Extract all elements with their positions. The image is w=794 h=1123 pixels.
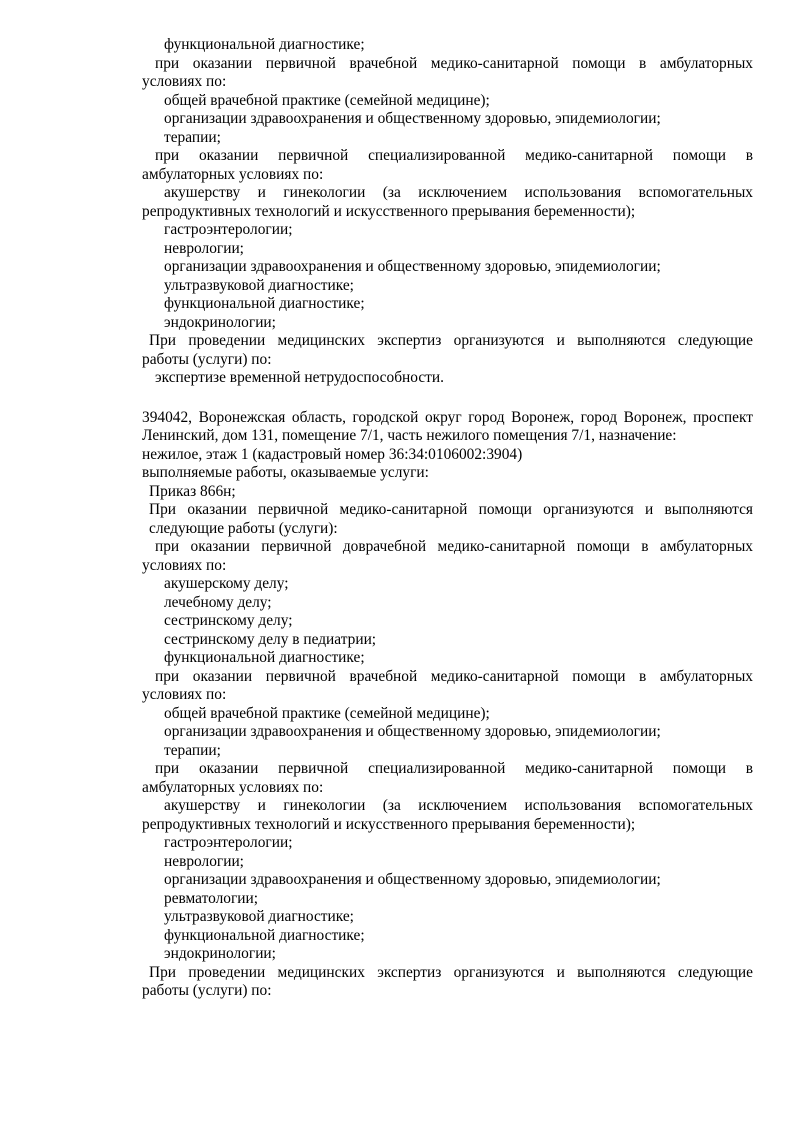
text-line: акушерству и гинекологии (за исключением использования вспомогательных [164, 184, 753, 201]
works-services-block-top [142, 36, 753, 388]
text-line: амбулаторных условиях по: [142, 778, 324, 796]
text-line: функциональной диагностике; [164, 649, 365, 666]
text-line: работы (услуги) по: [142, 982, 272, 999]
document-text [142, 36, 753, 1001]
text-line: терапии; [164, 741, 221, 759]
text-line: при оказании первичной специализированной медико-санитарной помощи в [155, 760, 753, 777]
text-line: 394042, Воронежская область, городской округ город Воронеж, город Воронеж, проспект [142, 408, 753, 426]
text-line: работы (услуги) по: [142, 350, 272, 368]
text-line: общей врачебной практике (семейной медицине); [164, 91, 490, 109]
text-line: гастроэнтерологии; [164, 834, 293, 851]
text-line: при оказании первичной специализированной медико-санитарной помощи в [155, 147, 753, 164]
text-line: лечебному делу; [164, 593, 272, 611]
text-line: При проведении медицинских экспертиз организуются и выполняются следующие [149, 332, 753, 349]
text-line: сестринскому делу; [164, 612, 293, 629]
text-line: сестринскому делу в педиатрии; [164, 630, 377, 648]
text-line: организации здравоохранения и общественному здоровью, эпидемиологии; [164, 258, 661, 275]
text-line: эндокринологии; [164, 945, 276, 962]
text-line: При оказании первичной медико-санитарной помощи организуются и выполняются [149, 501, 753, 518]
text-line: следующие работы (услуги): [149, 519, 338, 537]
text-line: функциональной диагностике; [164, 36, 365, 53]
text-line: Ленинский, дом 131, помещение 7/1, часть нежилого помещения 7/1, назначение: [142, 427, 677, 444]
text-line: репродуктивных технологий и искусственного прерывания беременности); [142, 202, 636, 220]
text-line: функциональной диагностике; [164, 295, 365, 312]
text-line: гастроэнтерологии; [164, 221, 293, 238]
text-line: неврологии; [164, 239, 244, 257]
text-line: неврологии; [164, 852, 244, 870]
text-line: организации здравоохранения и общественному здоровью, эпидемиологии; [164, 110, 661, 127]
text-line: общей врачебной практике (семейной медицине); [164, 704, 490, 722]
text-line: эндокринологии; [164, 313, 276, 331]
text-line: репродуктивных технологий и искусственного прерывания беременности); [142, 815, 636, 833]
text-line: Приказ 866н; [149, 482, 236, 500]
text-line: ревматологии; [164, 889, 259, 907]
text-line: функциональной диагностике; [164, 926, 365, 944]
location-works-block [142, 409, 753, 1001]
text-line: условиях по: [142, 556, 227, 574]
text-line: условиях по: [142, 73, 227, 90]
text-line: при оказании первичной врачебной медико-санитарной помощи в амбулаторных [155, 667, 753, 685]
text-line: при оказании первичной доврачебной медико-санитарной помощи в амбулаторных [155, 538, 753, 555]
text-line: ультразвуковой диагностике; [164, 908, 354, 925]
text-line: акушерскому делу; [164, 575, 289, 592]
text-line: условиях по: [142, 686, 227, 703]
text-line: при оказании первичной врачебной медико-санитарной помощи в амбулаторных [155, 54, 753, 72]
text-line: организации здравоохранения и общественному здоровью, эпидемиологии; [164, 723, 661, 740]
text-line: экспертизе временной нетрудоспособности. [155, 369, 444, 386]
text-line: амбулаторных условиях по: [142, 165, 324, 183]
text-line: акушерству и гинекологии (за исключением использования вспомогательных [164, 797, 753, 814]
text-line: При проведении медицинских экспертиз организуются и выполняются следующие [149, 963, 753, 981]
text-line: нежилое, этаж 1 (кадастровый номер 36:34:0106002:3904) [142, 445, 523, 463]
text-line: ультразвуковой диагностике; [164, 276, 354, 294]
text-line: терапии; [164, 128, 221, 146]
text-line: выполняемые работы, оказываемые услуги: [142, 464, 429, 481]
text-line: организации здравоохранения и общественному здоровью, эпидемиологии; [164, 871, 661, 888]
